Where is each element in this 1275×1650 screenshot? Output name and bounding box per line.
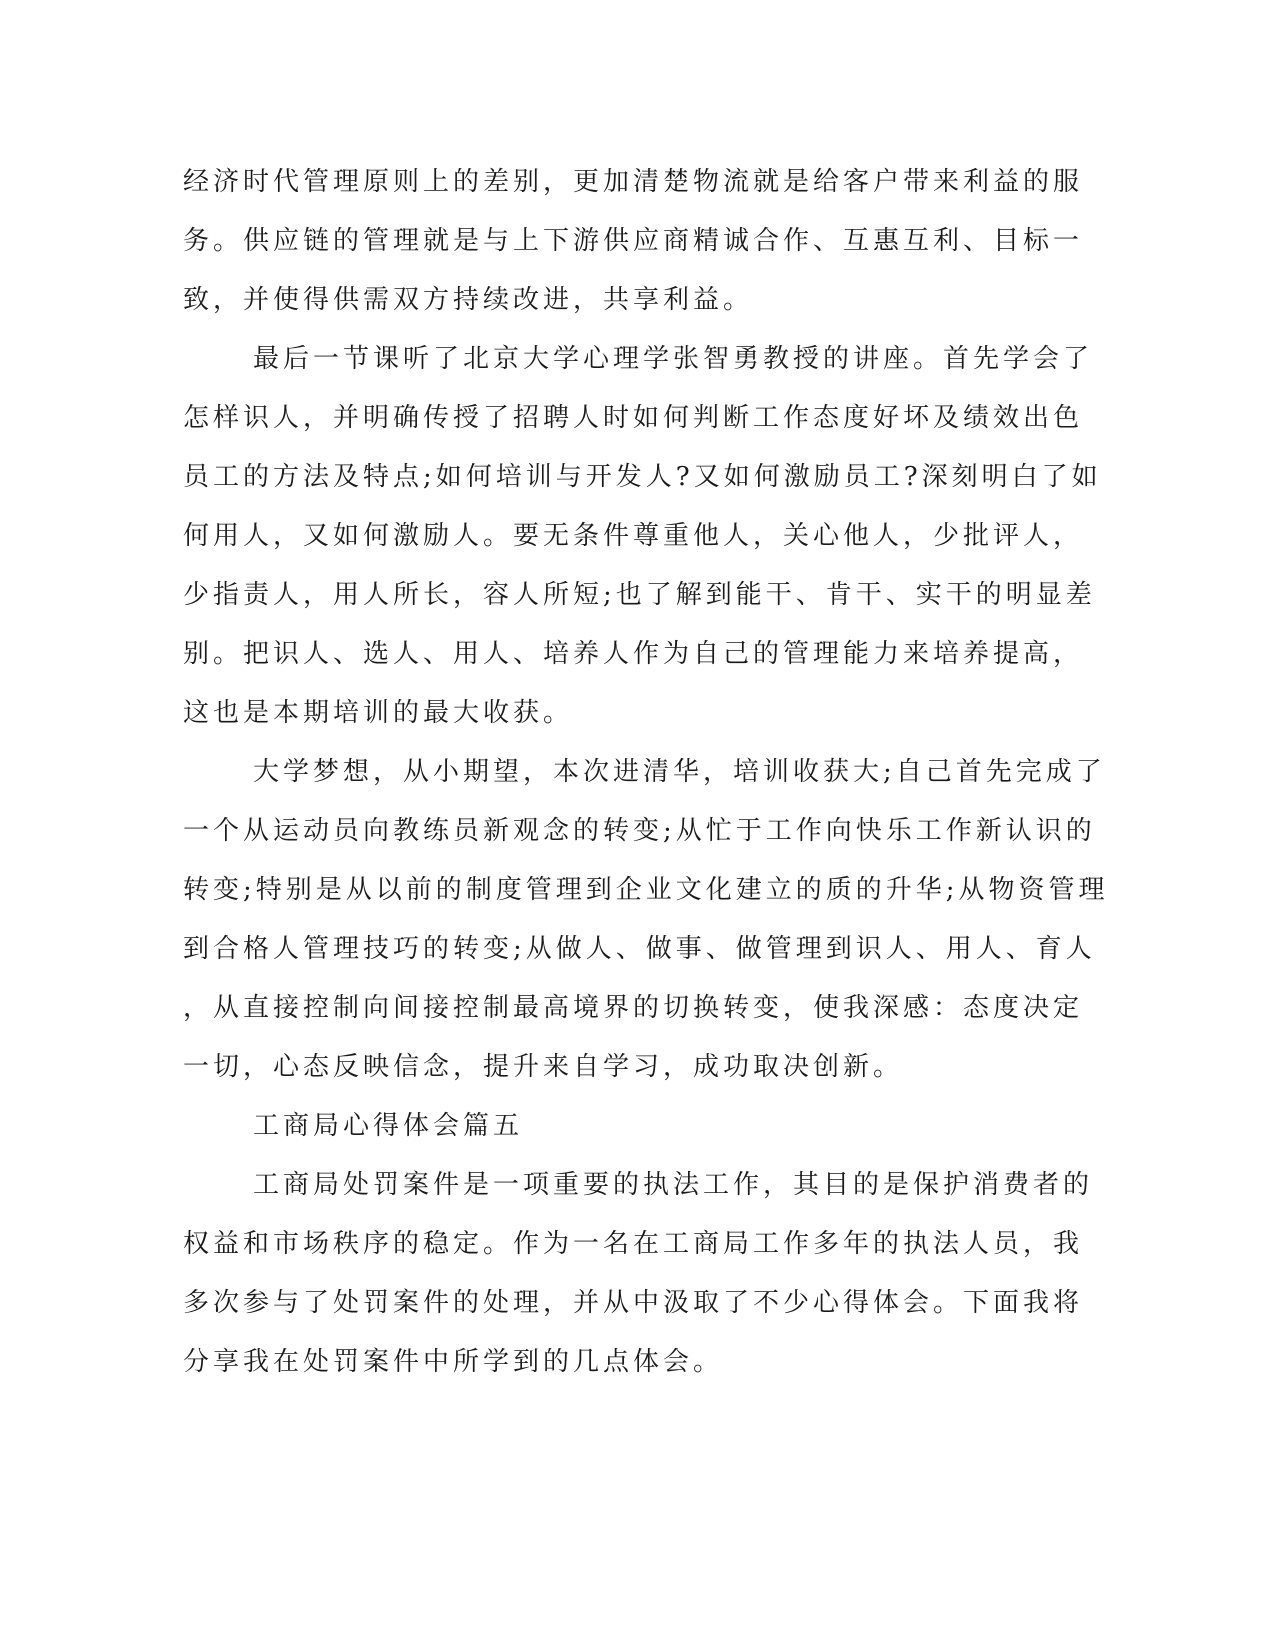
text-line: 一切，心态反映信念，提升来自学习，成功取决创新。 (183, 1052, 904, 1082)
paragraph-first-line: 大学梦想，从小期望，本次进清华，培训收获大;自己首先完成了 (253, 757, 1106, 787)
text-line: 这也是本期培训的最大收获。 (183, 698, 574, 728)
text-line: 少指责人，用人所长，容人所短;也了解到能干、肯干、实干的明显差 (183, 580, 1096, 610)
text-line: 别。把识人、选人、用人、培养人作为自己的管理能力来培养提高， (183, 639, 1084, 669)
text-line: 致，并使得供需双方持续改进，共享利益。 (183, 285, 754, 315)
text-line: 分享我在处罚案件中所学到的几点体会。 (183, 1347, 724, 1377)
text-line: ，从直接控制向间接控制最高境界的切换转变，使我深感：态度决定 (183, 993, 1084, 1023)
text-line: 多次参与了处罚案件的处理，并从中汲取了不少心得体会。下面我将 (183, 1288, 1084, 1318)
section-heading: 工商局心得体会篇五 (253, 1111, 524, 1141)
text-line: 经济时代管理原则上的差别，更加清楚物流就是给客户带来利益的服 (183, 167, 1084, 197)
paragraph-first-line: 工商局处罚案件是一项重要的执法工作，其目的是保护消费者的 (253, 1170, 1094, 1200)
text-line: 转变;特别是从以前的制度管理到企业文化建立的质的升华;从物资管理 (183, 875, 1109, 905)
text-line: 务。供应链的管理就是与上下游供应商精诚合作、互惠互利、目标一 (183, 226, 1084, 256)
document-body (183, 160, 1109, 1399)
text-line: 到合格人管理技巧的转变;从做人、做事、做管理到识人、用人、育人 (183, 934, 1096, 964)
text-line: 一个从运动员向教练员新观念的转变;从忙于工作向快乐工作新认识的 (183, 816, 1096, 846)
paragraph-first-line: 最后一节课听了北京大学心理学张智勇教授的讲座。首先学会了 (253, 344, 1094, 374)
text-line: 怎样识人，并明确传授了招聘人时如何判断工作态度好坏及绩效出色 (183, 403, 1084, 433)
text-line: 权益和市场秩序的稳定。作为一名在工商局工作多年的执法人员，我 (183, 1229, 1084, 1259)
text-line: 员工的方法及特点;如何培训与开发人?又如何激励员工?深刻明白了如 (183, 462, 1102, 492)
text-line: 何用人，又如何激励人。要无条件尊重他人，关心他人，少批评人， (183, 521, 1084, 551)
